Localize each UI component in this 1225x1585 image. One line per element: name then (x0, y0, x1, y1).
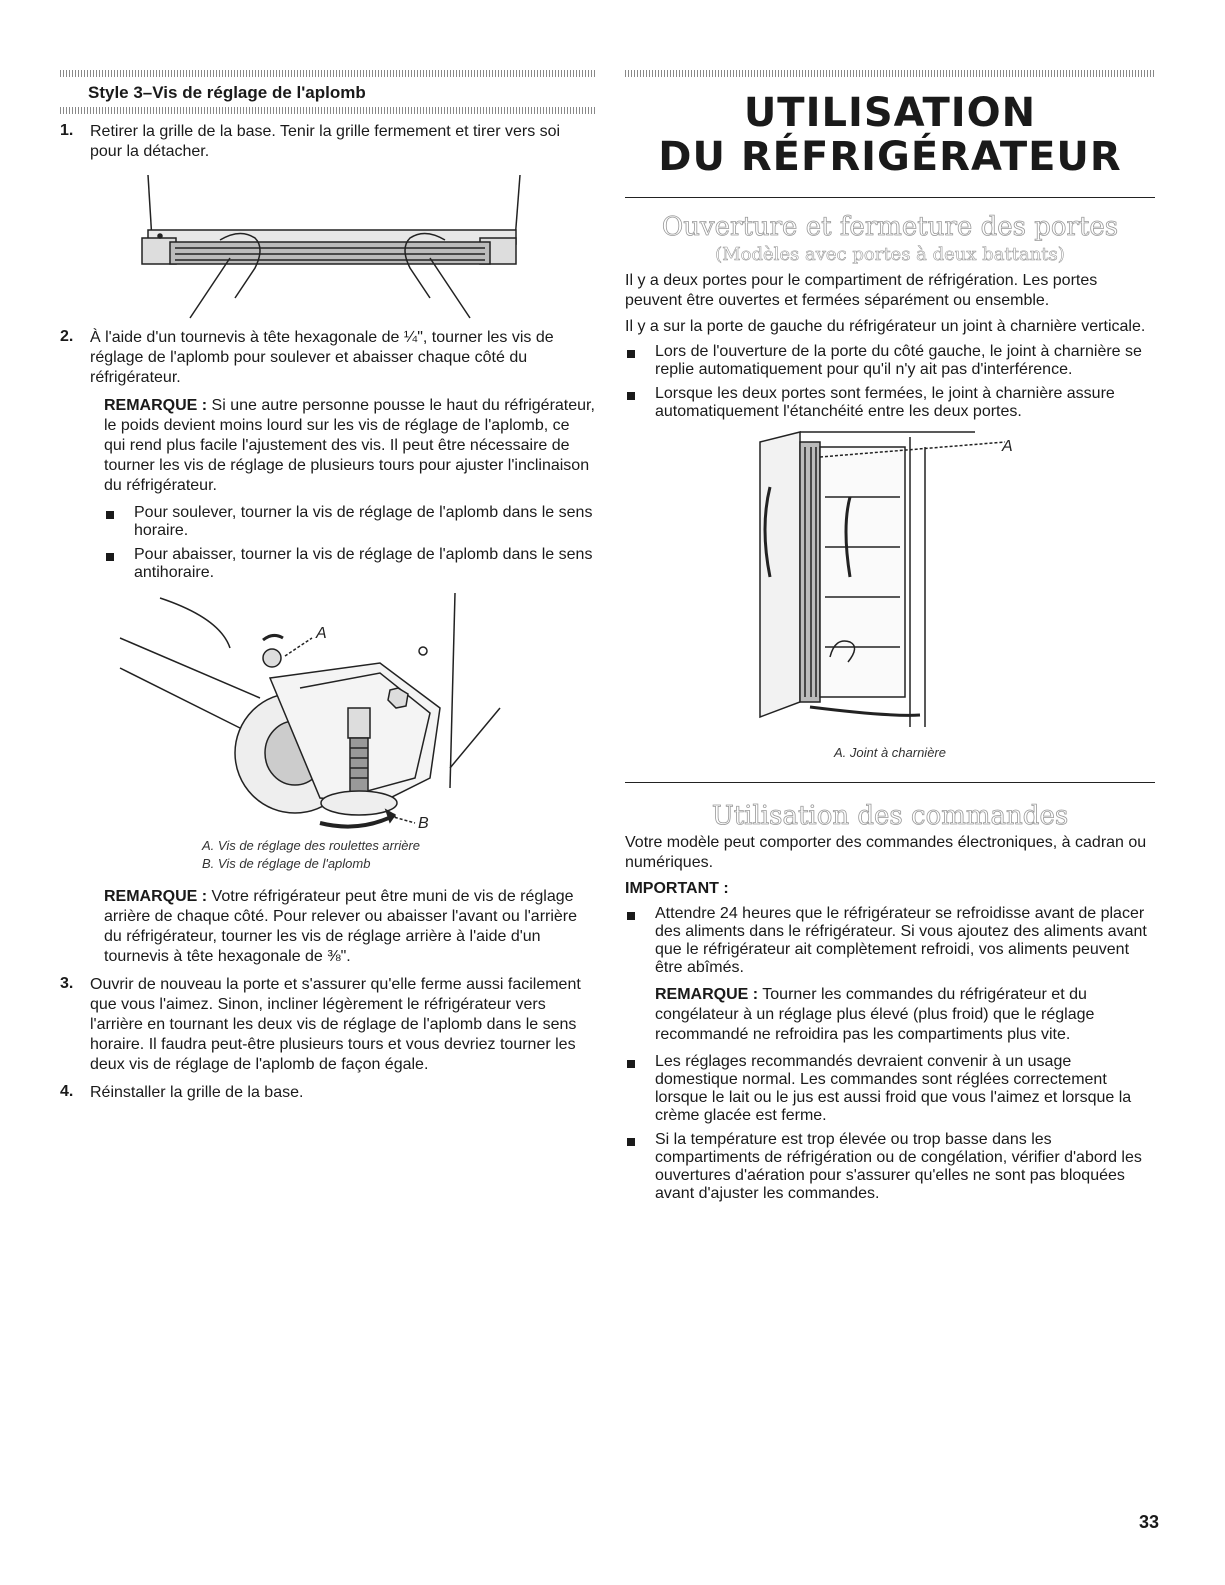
caption-b: B. Vis de réglage de l'aplomb (202, 856, 371, 871)
fig-label-a: A (316, 625, 327, 642)
step-text: Ouvrir de nouveau la porte et s'assurer qu'elle ferme aussi facilement que vous l'aimez. Sinon, incliner légèrement le réfrigérateur vers l'arrière en tournant les deux vis de réglage de l'aplomb dans le sens horaire. Il faudra peut-être plusieurs tours et vous devriez tourner les deux vis de réglage de l'aplomb de façon égale. (90, 976, 581, 1073)
step-2 (60, 328, 595, 388)
para-controls: Votre modèle peut comporter des commandes électroniques, à cadran ou numériques. (625, 834, 1147, 871)
step-text: Retirer la grille de la base. Tenir la grille fermement et tirer vers soi pour la détacher. (90, 123, 561, 160)
step-number: 1. (60, 122, 74, 139)
important-label: IMPORTANT : (625, 880, 729, 897)
section-title-doors: Ouverture et fermeture des portes (661, 212, 1119, 242)
chapter-title (625, 91, 1155, 179)
note-label: REMARQUE : (104, 888, 208, 905)
fig-label-a: A (1002, 438, 1013, 455)
note-label: REMARQUE : (104, 397, 208, 414)
bullet-text: Pour abaisser, tourner la vis de réglage de l'aplomb dans le sens antihoraire. (134, 546, 593, 581)
bullet-text: Si la température est trop élevée ou trop basse dans les compartiments de réfrigération ou de congélation, vérifier d'abord les ouvertures d'aération pour s'assurer qu'elles ne sont pas bloquées avant d'ajuster les commandes. (655, 1131, 1142, 1202)
note-text: Si une autre personne pousse le haut du réfrigérateur, le poids devient moins lourd sur les vis de réglage de l'aplomb, ce qui rend plus facile l'ajustement des vis. Il peut être nécessaire de tourner les vis de réglage de plusieurs tours pour ajuster l'inclinaison du réfrigérateur. (104, 397, 595, 494)
bullet-text: Attendre 24 heures que le réfrigérateur se refroidisse avant de placer des aliments dans le réfrigérateur. Si vous ajoutez des aliments avant que le réfrigérateur ait complètement refroidi, vos aliments peuvent être abîmés. (655, 905, 1147, 976)
title-line-2: DU RÉFRIGÉRATEUR (658, 134, 1122, 180)
bullet-lower (104, 546, 595, 582)
note-text: Votre réfrigérateur peut être muni de vis de réglage arrière de chaque côté. Pour relever ou abaisser l'avant ou l'arrière du réfrigérateur, tourner les vis de réglage arrière à l'aide d'un tournevis à tête hexagonale de ⅜". (104, 888, 578, 965)
section-subtitle: Style 3–Vis de réglage de l'aplomb (88, 83, 366, 102)
section-title-controls: Utilisation des commandes (711, 801, 1069, 831)
left-column (60, 70, 595, 1111)
base-grille-illustration (60, 170, 595, 320)
right-column (625, 70, 1155, 1209)
step-3 (60, 975, 595, 1075)
page-number: 33 (1138, 1512, 1159, 1532)
para-doors: Il y a deux portes pour le compartiment de réfrigération. Les portes peuvent être ouvertes et fermées séparément ou ensemble. (625, 272, 1098, 309)
step-number: 3. (60, 975, 74, 992)
step-text: À l'aide d'un tournevis à tête hexagonale de ¼", tourner les vis de réglage de l'aplomb pour soulever et abaisser chaque côté du réfrigérateur. (90, 329, 554, 386)
step-text: Réinstaller la grille de la base. (90, 1084, 304, 1101)
section-rule (625, 782, 1155, 783)
bullet-open-left (625, 343, 1155, 379)
note-2 (104, 887, 595, 967)
bullet-text: Pour soulever, tourner la vis de réglage de l'aplomb dans le sens horaire. (134, 504, 593, 539)
top-hatch-rule (60, 70, 595, 77)
figure-caption: A. Joint à charnière (833, 745, 946, 760)
title-rule (625, 197, 1155, 198)
bullet-text: Lorsque les deux portes sont fermées, le joint à charnière assure automatiquement l'étanchéité entre les deux portes. (655, 385, 1115, 420)
section-subtitle-doors: (Modèles avec portes à deux battants) (715, 244, 1065, 265)
note-label: REMARQUE : (655, 986, 759, 1003)
fig-label-b: B (418, 815, 429, 832)
note-text: Tourner les commandes du réfrigérateur et du congélateur à un réglage plus élevé (plus froid) que le réglage recommandé ne refroidira pas les compartiments plus vite. (655, 986, 1095, 1043)
bullet-wait-24h (625, 905, 1155, 977)
title-line-1: UTILISATION (743, 90, 1037, 136)
step-number: 2. (60, 328, 74, 345)
step-number: 4. (60, 1083, 74, 1100)
bullet-closed (625, 385, 1155, 421)
bullet-text: Lors de l'ouverture de la porte du côté gauche, le joint à charnière se replie automatiquement pour qu'il n'y ait pas d'interférence. (655, 343, 1142, 378)
caption-a: A. Vis de réglage des roulettes arrière (202, 838, 420, 853)
step-1 (60, 122, 595, 162)
step-4 (60, 1083, 595, 1103)
subtitle-hatch-rule (60, 107, 595, 114)
para-seal: Il y a sur la porte de gauche du réfrigérateur un joint à charnière verticale. (625, 318, 1146, 335)
bullet-temperature-check (625, 1131, 1155, 1203)
bullet-raise (104, 504, 595, 540)
hinged-seal-illustration (625, 427, 1155, 742)
bullet-text: Les réglages recommandés devraient convenir à un usage domestique normal. Les commandes sont réglées correctement lorsque le lait ou le jus est aussi froid que vous l'aimez et lorsque la crème glacée est ferme. (655, 1053, 1132, 1124)
note-3 (655, 985, 1155, 1045)
top-hatch-rule (625, 70, 1155, 77)
figure-caption (202, 837, 595, 873)
leveling-screw-illustration (60, 588, 595, 833)
bullet-recommended-settings (625, 1053, 1155, 1125)
note-1 (104, 396, 595, 496)
